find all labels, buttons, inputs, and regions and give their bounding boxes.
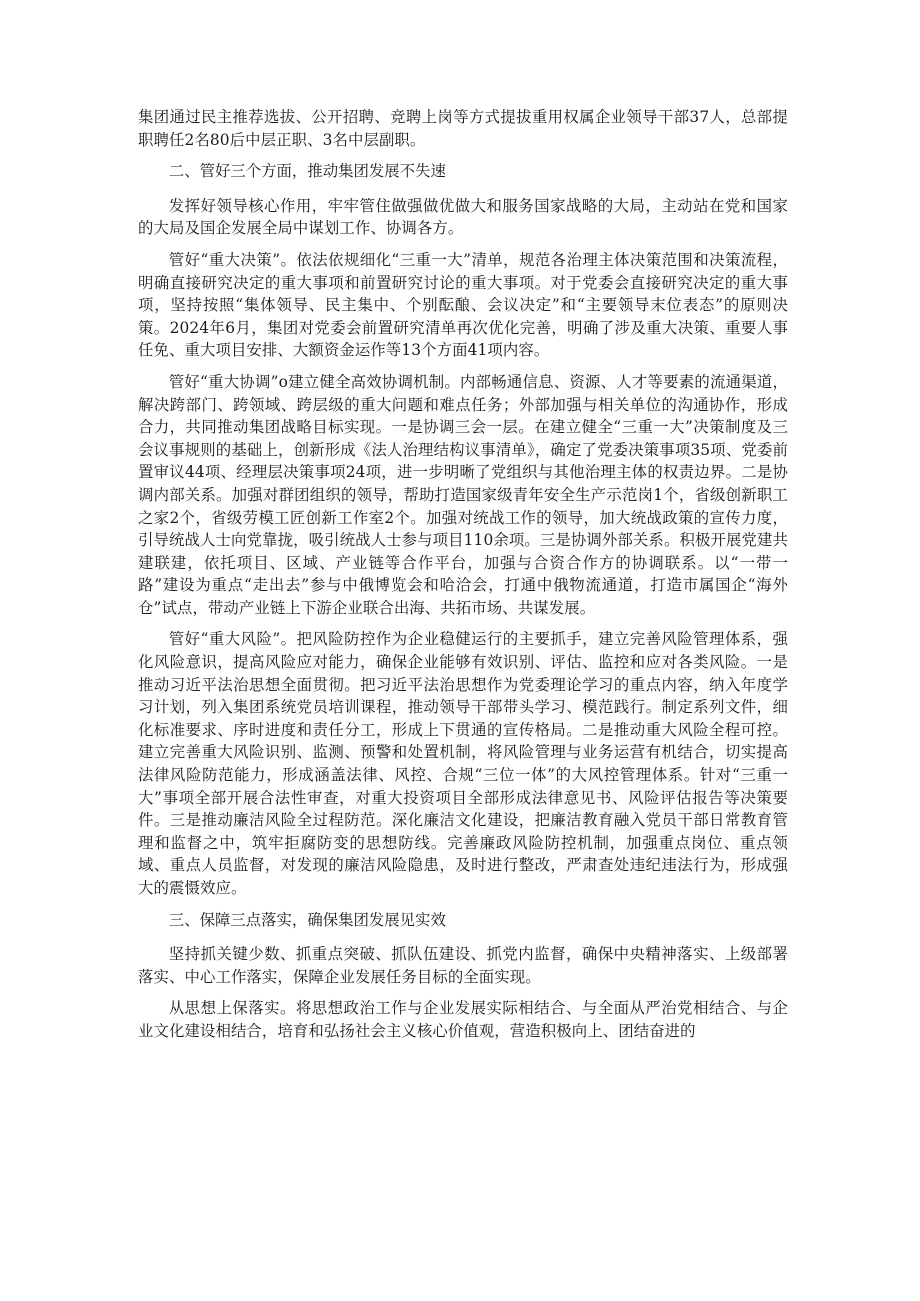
section-heading-two: 二、管好三个方面，推动集团发展不失速 (168, 162, 446, 181)
document-body (138, 106, 788, 1052)
paragraph-cadre-promotion: 集团通过民主推荐选拔、公开招聘、竞聘上岗等方式提拔重用权属企业领导干部37人，总部提职聘任2名80后中层正职、3名中层副职。 (138, 108, 788, 149)
paragraph-key-minority: 坚持抓关键少数、抓重点突破、抓队伍建设、抓党内监督，确保中央精神落实、上级部署落实、中心工作落实，保障企业发展任务目标的全面实现。 (138, 945, 788, 986)
section-heading-three: 三、保障三点落实，确保集团发展见实效 (168, 910, 446, 929)
paragraph-ideological-implementation: 从思想上保落实。将思想政治工作与企业发展实际相结合、与全面从严治党相结合、与企业文化建设相结合，培育和弘扬社会主义核心价值观，营造积极向上、团结奋进的 (138, 999, 788, 1040)
paragraph-major-coordination: 管好“重大协调”o建立健全高效协调机制。内部畅通信息、资源、人才等要素的流通渠道，解决跨部门、跨领域、跨层级的重大问题和难点任务；外部加强与相关单位的沟通协作，形成合力，共同推动集团战略目标实现。一是协调三会一层。在建立健全“三重一大”决策制度及三会议事规则的基础上，创新形成《法人治理结构议事清单》，确定了党委决策事项35项、党委前置审议44项、经理层决策事项24项，进一步明晰了党组织与其他治理主体的权责边界。二是协调内部关系。加强对群团组织的领导，帮助打造国家级青年安全生产示范岗1个，省级创新职工之家2个，省级劳模工匠创新工作室2个。加强对统战工作的领导，加大统战政策的宣传力度，引导统战人士向党靠拢，吸引统战人士参与项目110余项。三是协调外部关系。积极开展党建共建联建，依托项目、区域、产业链等合作平台，加强与合资合作方的协调联系。以“一带一路”建设为重点“走出去”参与中俄博览会和哈洽会，打通中俄物流通道，打造市属国企“海外仓”试点，带动产业链上下游企业联合出海、共拓市场、共谋发展。 (138, 372, 788, 617)
paragraph-major-risks: 管好“重大风险”。把风险防控作为企业稳健运行的主要抓手，建立完善风险管理体系，强化风险意识，提高风险应对能力，确保企业能够有效识别、评估、监控和应对各类风险。一是推动习近平法治思想全面贯彻。把习近平法治思想作为党委理论学习的重点内容，纳入年度学习计划，列入集团系统党员培训课程，推动领导干部带头学习、模范践行。制定系列文件，细化标准要求、序时进度和责任分工，形成上下贯通的宣传格局。二是推动重大风险全程可控。建立完善重大风险识别、监测、预警和处置机制，将风险管理与业务运营有机结合，切实提高法律风险防范能力，形成涵盖法律、风控、合规“三位一体”的大风控管理体系。针对“三重一大”事项全部开展合法性审查，对重大投资项目全部形成法律意见书、风险评估报告等决策要件。三是推动廉洁风险全过程防范。深化廉洁文化建设，把廉洁教育融入党员干部日常教育管理和监督之中，筑牢拒腐防变的思想防线。完善廉政风险防控机制，加强重点岗位、重点领域、重点人员监督，对发现的廉洁风险隐患，及时进行整改，严肃查处违纪违法行为，形成强大的震慑效应。 (138, 630, 788, 897)
paragraph-major-decisions: 管好“重大决策”。依法依规细化“三重一大”清单，规范各治理主体决策范围和决策流程，明确直接研究决定的重大事项和前置研究讨论的重大事项。对于党委会直接研究决定的重大事项，坚持按照“集体领导、民主集中、个别酝酿、会议决定”和“主要领导末位表态”的原则决策。2024年6月，集团对党委会前置研究清单再次优化完善，明确了涉及重大决策、重要人事任免、重大项目安排、大额资金运作等13个方面41项内容。 (138, 250, 788, 360)
paragraph-leadership-core: 发挥好领导核心作用，牢牢管住做强做优做大和服务国家战略的大局，主动站在党和国家的大局及国企发展全局中谋划工作、协调各方。 (138, 196, 788, 238)
